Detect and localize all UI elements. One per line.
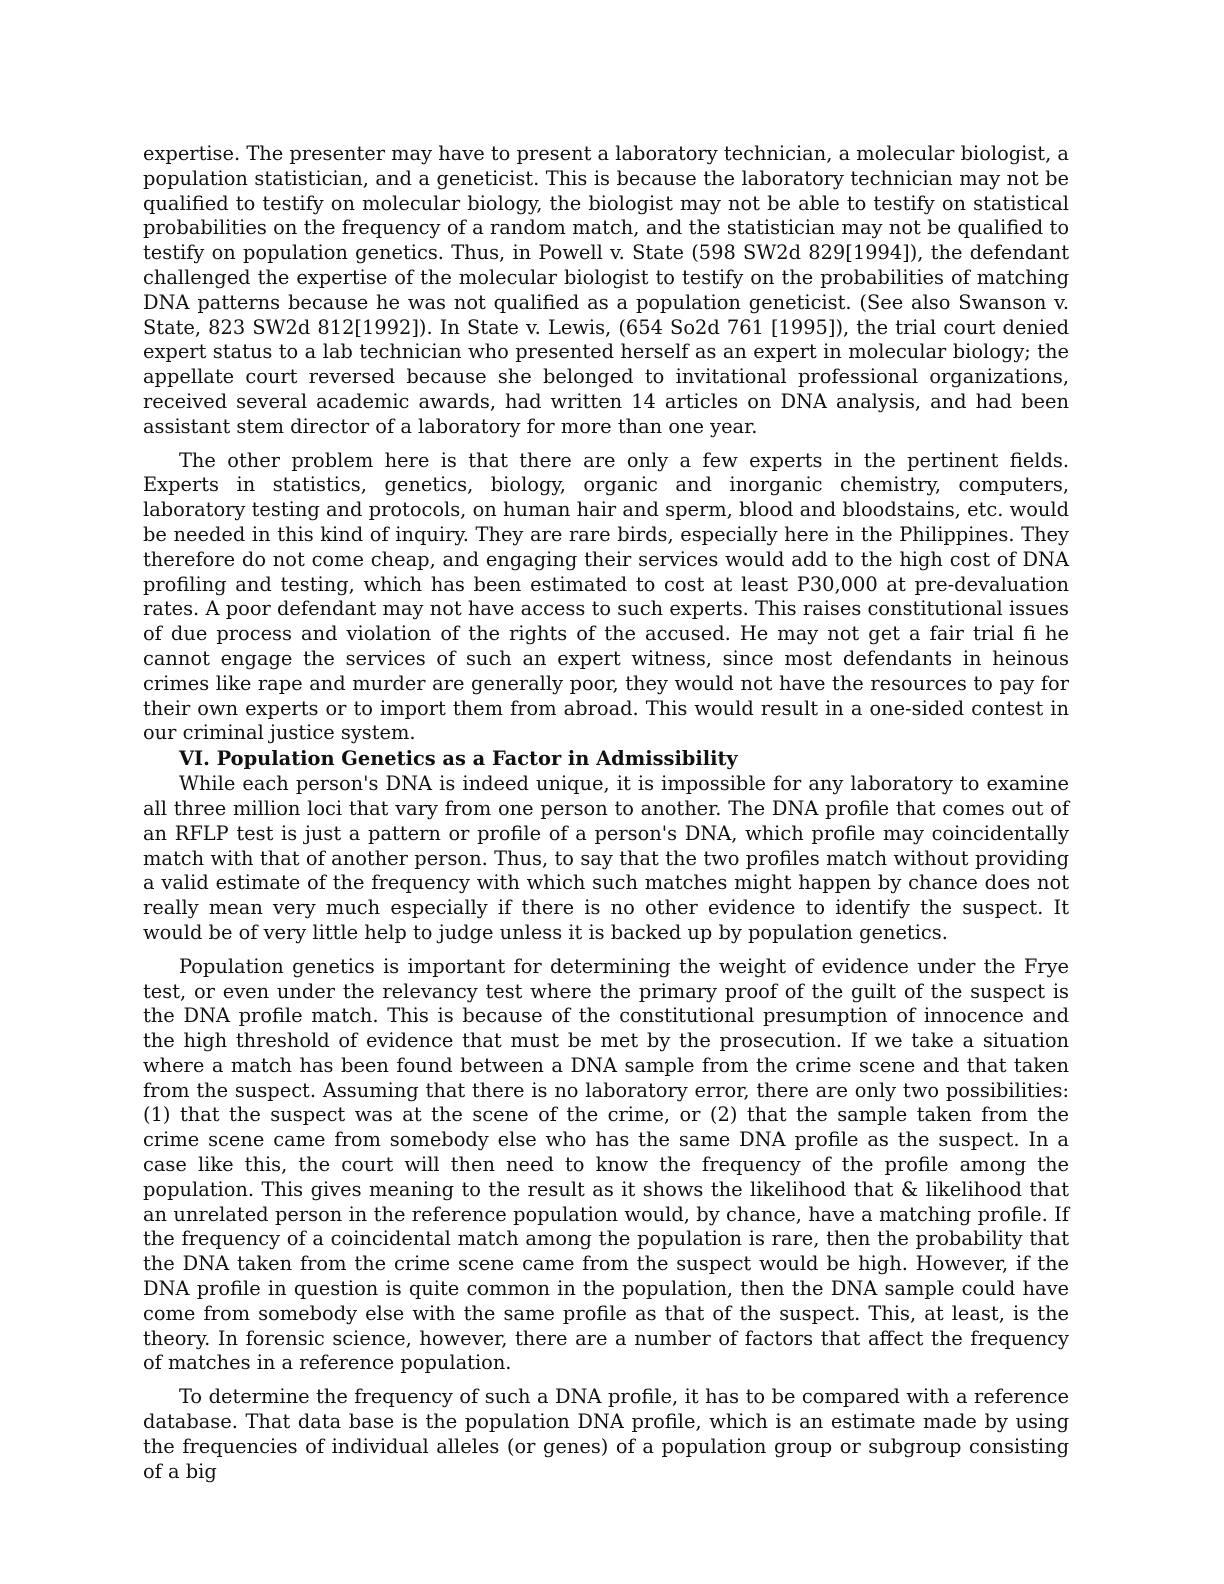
paragraph-reference-database: To determine the frequency of such a DNA profile, it has to be compared with a reference database. That data base is the population DNA profile, which is an estimate made by using the frequencies of individual alleles (or genes) of a population group or subgroup consisting of a big	[143, 1385, 1069, 1483]
paragraph-dna-unique: While each person's DNA is indeed unique, it is impossible for any laboratory to examine all three million loci that vary from one person to another. The DNA profile that comes out of an RFLP test is just a pattern or profile of a person's DNA, which profile may coincidentally match with that of another person. Thus, to say that the two profiles match without providing a valid estimate of the frequency with which such matches might happen by chance does not really mean very much especially if there is no other evidence to identify the suspect. It would be of very little help to judge unless it is backed up by population genetics.	[143, 772, 1069, 944]
section-heading: VI. Population Genetics as a Factor in Admissibility	[179, 747, 738, 771]
paragraph-expertise: expertise. The presenter may have to present a laboratory technician, a molecular biologist, a population statistician, and a geneticist. This is because the laboratory technician may not be qualified to testify on molecular biology, the biologist may not be able to testify on statistical probabilities on the frequency of a random match, and the statistician may not be qualified to testify on population genetics. Thus, in Powell v. State (598 SW2d 829[1994]), the defendant challenged the expertise of the molecular biologist to testify on the probabilities of matching DNA patterns because he was not qualified as a population geneticist. (See also Swanson v. State, 823 SW2d 812[1992]). In State v. Lewis, (654 So2d 761 [1995]), the trial court denied expert status to a lab technician who presented herself as an expert in molecular biology; the appellate court reversed because she belonged to invitational professional organizations, received several academic awards, had written 14 articles on DNA analysis, and had been assistant stem director of a laboratory for more than one year.	[143, 142, 1069, 438]
document-page	[143, 142, 1069, 1484]
paragraph-population-genetics: Population genetics is important for determining the weight of evidence under the Frye test, or even under the relevancy test where the primary proof of the guilt of the suspect is the DNA profile match. This is because of the constitutional presumption of innocence and the high threshold of evidence that must be met by the prosecution. If we take a situation where a match has been found between a DNA sample from the crime scene and that taken from the suspect. Assuming that there is no laboratory error, there are only two possibilities: (1) that the suspect was at the scene of the crime, or (2) that the sample taken from the crime scene came from somebody else who has the same DNA profile as the suspect. In a case like this, the court will then need to know the frequency of the profile among the population. This gives meaning to the result as it shows the likelihood that & likelihood that an unrelated person in the reference population would, by chance, have a matching profile. If the frequency of a coincidental match among the population is rare, then the probability that the DNA taken from the crime scene came from the suspect would be high. However, if the DNA profile in question is quite common in the population, then the DNA sample could have come from somebody else with the same profile as that of the suspect. This, at least, is the theory. In forensic science, however, there are a number of factors that affect the frequency of matches in a reference population.	[143, 954, 1069, 1375]
paragraph-experts-shortage: The other problem here is that there are only a few experts in the pertinent fields. Experts in statistics, genetics, biology, organic and inorganic chemistry, computers, laboratory testing and protocols, on human hair and sperm, blood and bloodstains, etc. would be needed in this kind of inquiry. They are rare birds, especially here in the Philippines. They therefore do not come cheap, and engaging their services would add to the high cost of DNA profiling and testing, which has been estimated to cost at least P30,000 at pre-devaluation rates. A poor defendant may not have access to such experts. This raises constitutional issues of due process and violation of the rights of the accused. He may not get a fair trial fi he cannot engage the services of such an expert witness, since most defendants in heinous crimes like rape and murder are generally poor, they would not have the resources to pay for their own experts or to import them from abroad. This would result in a one-sided contest in our criminal justice system.	[143, 448, 1069, 745]
